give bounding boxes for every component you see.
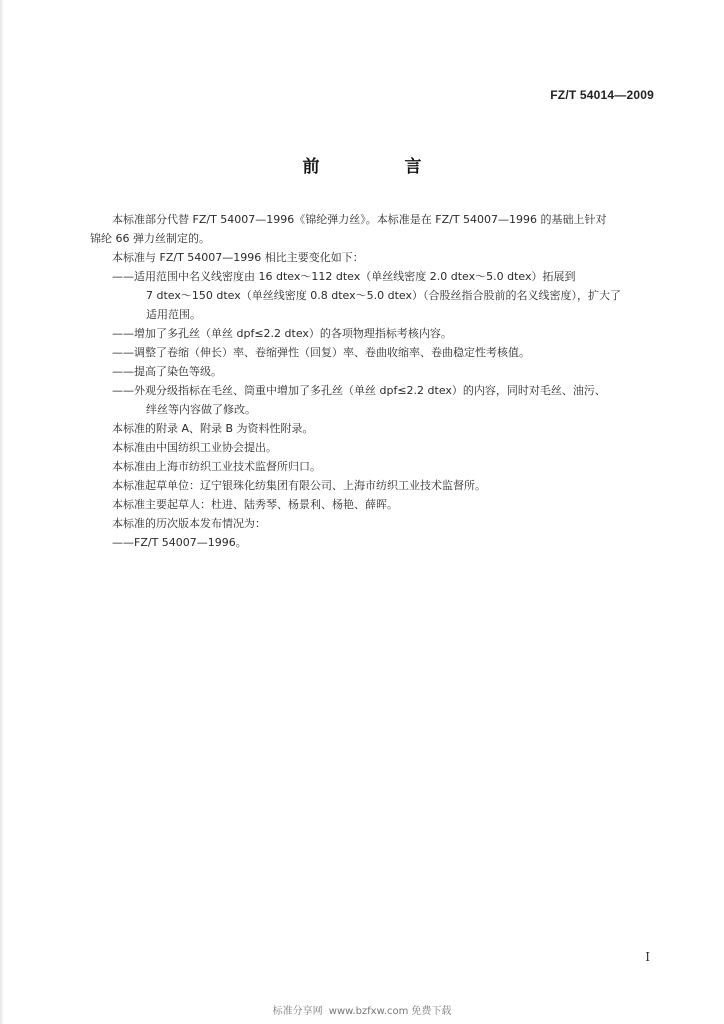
footer-site-name: 标准分享网	[272, 1006, 323, 1017]
version-history-item	[112, 533, 660, 552]
bullet-text: ——外观分级指标在毛丝、筒重中增加了多孔丝（单丝 dpf≤2.2 dtex）的内容，同时对毛丝、油污、	[112, 384, 606, 397]
change-item	[112, 324, 660, 343]
paragraph	[112, 495, 660, 514]
paragraph-text: 本标准部分代替 FZ/T 54007—1996《锦纶弹力丝》。本标准是在 FZ/T 54007—1996 的基础上针对	[112, 213, 607, 226]
paragraph	[112, 419, 660, 438]
paragraph	[112, 438, 660, 457]
change-item	[112, 267, 660, 324]
bullet-line	[112, 400, 660, 419]
standard-code: FZ/T 54014—2009	[550, 88, 654, 102]
bullet-text: ——调整了卷缩（伸长）率、卷缩弹性（回复）率、卷曲收缩率、卷曲稳定性考核值。	[112, 346, 530, 359]
change-item	[112, 343, 660, 362]
bullet-line	[112, 381, 660, 400]
paragraph-text: 本标准主要起草人：杜进、陆秀琴、杨景利、杨艳、薛晖。	[112, 498, 398, 511]
page-number: I	[645, 950, 650, 964]
foreword-body	[90, 210, 660, 552]
paragraph	[112, 210, 660, 229]
bullet-text: ——适用范围中名义线密度由 16 dtex～112 dtex（单丝线密度 2.0 dtex～5.0 dtex）拓展到	[112, 270, 576, 283]
page-title: 前 言	[302, 157, 456, 177]
bullet-text: 绊丝等内容做了修改。	[146, 403, 256, 416]
paragraph-text: 本标准由上海市纺织工业技术监督所归口。	[112, 460, 321, 473]
bullet-text: ——提高了染色等级。	[112, 365, 222, 378]
footer-tagline: 免费下载	[411, 1006, 452, 1017]
change-item	[112, 381, 660, 419]
paragraph	[112, 514, 660, 533]
bullet-text: ——增加了多孔丝（单丝 dpf≤2.2 dtex）的各项物理指标考核内容。	[112, 327, 452, 340]
footer-url[interactable]: www.bzfxw.com	[328, 1006, 409, 1017]
paragraph-text: 本标准与 FZ/T 54007—1996 相比主要变化如下：	[112, 251, 364, 264]
bullet-text: 适用范围。	[146, 308, 201, 321]
bullet-line	[112, 305, 660, 324]
paragraph-text: 本标准由中国纺织工业协会提出。	[112, 441, 277, 454]
bullet-line	[112, 286, 660, 305]
bullet-line	[112, 267, 660, 286]
change-item	[112, 362, 660, 381]
paragraph	[112, 476, 660, 495]
paragraph-text: ——FZ/T 54007—1996。	[112, 536, 247, 549]
paragraph-text: 本标准起草单位：辽宁银珠化纺集团有限公司、上海市纺织工业技术监督所。	[112, 479, 486, 492]
paragraph-text: 锦纶 66 弹力丝制定的。	[90, 232, 210, 245]
bullet-text: 7 dtex～150 dtex（单丝线密度 0.8 dtex～5.0 dtex）（合股丝指合股前的名义线密度），扩大了	[146, 289, 621, 302]
footer-watermark	[0, 1002, 724, 1017]
paragraph	[112, 248, 660, 267]
paragraph-text: 本标准的历次版本发布情况为：	[112, 517, 266, 530]
paragraph-text: 本标准的附录 A、附录 B 为资料性附录。	[112, 422, 314, 435]
paragraph	[112, 457, 660, 476]
paragraph-continuation	[90, 229, 660, 248]
